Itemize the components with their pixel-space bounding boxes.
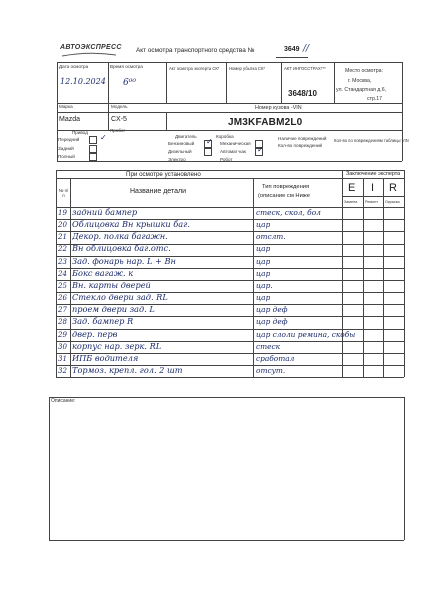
col-e-header: E [348, 182, 356, 194]
table-row-divider [56, 377, 404, 378]
row-damage-type: цар. [256, 280, 273, 290]
row-number: 27 [58, 306, 67, 315]
col-part-header: Название детали [130, 188, 186, 195]
row-part-name: Стекло двери зад. RL [72, 293, 168, 303]
model-label: Модель [111, 104, 128, 109]
established-label: При осмотре установлено [126, 171, 201, 178]
row-part-name: Зад. фонарь нар. L + Вн [72, 256, 176, 266]
col-damage-header-line2: (описание см Ниже [258, 193, 310, 199]
row-part-name: Декор. полка багажн. [72, 232, 168, 242]
row-number: 23 [58, 257, 67, 266]
row-part-name: Облицовка Вн крышки баг. [72, 220, 190, 230]
row-number: 31 [58, 354, 67, 363]
act-number-underline [276, 57, 308, 58]
expert-sk-label: Акт осмотра эксперта СК* [169, 66, 220, 71]
row-damage-type: стеск [256, 341, 281, 351]
table-row [56, 316, 404, 328]
row-number: 32 [58, 367, 67, 375]
date-label: Дата осмотра [59, 64, 89, 69]
drive-rear-checkbox[interactable] [89, 145, 97, 153]
ingosstrakh-value: 3648/10 [288, 89, 317, 98]
row-number: 19 [58, 209, 67, 217]
row-number: 30 [58, 342, 67, 351]
engine-petrol-check-mark: ✓ [206, 137, 213, 146]
logo-text: АВТОЭКСПРЕСС [60, 44, 122, 51]
row-damage-type: цар [256, 220, 271, 230]
table-row [56, 231, 404, 243]
company-logo [60, 44, 122, 58]
vin-value: JM3KFABM2L0 [228, 117, 303, 128]
row-damage-type: сработал [256, 353, 295, 363]
row-number: 21 [58, 233, 67, 242]
place-line2: ул. Стандартная д.6, [336, 87, 387, 93]
row-part-name: ИПБ водителя [72, 353, 139, 363]
col-i-header: I [371, 182, 375, 194]
gearbox-option-manual: Механическая [220, 141, 251, 146]
act-number: 3649 [284, 46, 300, 53]
row-part-name: корпус нар. зерк. RL [72, 341, 162, 351]
mileage-label: Пробег [110, 128, 126, 133]
col-r-sub: Окраска [385, 200, 400, 204]
drive-option-awd: Полный [58, 154, 75, 159]
drive-front-checkbox[interactable] [89, 136, 97, 144]
ingosstrakh-label: АКТ ИНГОССТРАХ*** [284, 66, 326, 71]
col-damage-header-line1: Тип повреждения [262, 184, 310, 190]
row-part-name: Вн облицовка баг.отс. [72, 244, 171, 254]
gearbox-option-auto: Автомат-как [220, 149, 246, 154]
logo-swoosh-icon [60, 52, 118, 58]
row-part-name: Вн. карты дверей [72, 280, 151, 290]
notes-label: Описание: [51, 398, 76, 404]
drive-label: Привод [72, 130, 88, 135]
table-row [56, 243, 404, 255]
row-number: 25 [58, 281, 67, 290]
row-part-name: Тормоз. крепл. гол. 2 шт [72, 366, 183, 375]
row-number: 26 [58, 294, 67, 303]
drive-option-front: Передний [58, 137, 80, 142]
engine-option-electric: Электро [168, 157, 186, 162]
col-e-sub: Замена [344, 200, 358, 204]
table-row [56, 304, 404, 316]
row-damage-type: цар [256, 293, 271, 303]
gearbox-label: Коробка [216, 134, 234, 139]
row-number: 29 [58, 330, 67, 339]
row-damage-type: отслт. [256, 232, 286, 242]
act-number-mark: // [303, 44, 310, 54]
place-label: Место осмотра: [345, 68, 383, 74]
col-number-header: № п/п [58, 188, 69, 198]
row-number: 24 [58, 269, 67, 278]
row-damage-type: цар [256, 244, 271, 254]
row-damage-type: отсут. [256, 366, 286, 375]
gearbox-auto-check-mark: ✓ [257, 145, 264, 154]
table-row [56, 329, 404, 341]
table-row [56, 207, 404, 219]
col-r-header: R [389, 182, 397, 194]
row-number: 22 [58, 245, 67, 254]
gearbox-option-robot: Робот [220, 157, 233, 162]
engine-diesel-checkbox[interactable] [204, 148, 212, 156]
table-row [56, 268, 404, 280]
row-damage-type: стеск, скол, бол [256, 208, 321, 217]
act-title: Акт осмотра транспортного средства № [136, 47, 255, 54]
place-line3: стр.17 [367, 96, 383, 102]
row-part-name: Зад. бампер R [72, 317, 134, 327]
pre-damage-label: Наличие повреждений [278, 136, 327, 141]
drive-awd-checkbox[interactable] [89, 153, 97, 161]
row-damage-type: цар [256, 268, 271, 278]
table-row [56, 292, 404, 304]
make-value: Mazda [59, 116, 81, 123]
pre-damage-sub: Кол-во повреждений [278, 143, 323, 148]
vin-label: Номер кузова -VIN [255, 105, 302, 111]
row-number: 20 [58, 221, 67, 230]
place-line1: г. Москва, [348, 78, 372, 84]
table-row [56, 341, 404, 353]
make-label: Марка [59, 104, 73, 109]
vin-note-label: Кол-во по повреждениям таблицы VIN [334, 138, 409, 143]
row-damage-type: цар деф [256, 317, 288, 327]
table-row [56, 280, 404, 292]
time-label: Время осмотра [110, 64, 143, 69]
table-row [56, 256, 404, 268]
drive-option-rear: Задний [58, 146, 74, 151]
drive-front-check-mark: ✓ [100, 133, 107, 142]
table-row [56, 365, 404, 377]
model-value: CX-5 [111, 116, 127, 123]
conclusion-label: Заключение эксперта [346, 171, 401, 177]
col-i-sub: Ремонт [365, 200, 379, 204]
time-value: 6⁰⁰ [123, 78, 136, 88]
engine-label: Двигатель [175, 134, 197, 139]
table-row [56, 219, 404, 231]
row-part-name: Бокс вагаж. к [72, 268, 134, 278]
row-damage-type: цар [256, 256, 271, 266]
engine-option-diesel: Дизельный [168, 149, 192, 154]
row-damage-type: цар деф [256, 305, 288, 315]
row-damage-type: цар слоли ремина, скобы [256, 329, 356, 339]
row-part-name: двер. перв [72, 329, 118, 339]
engine-option-petrol: Бензиновый [168, 141, 195, 146]
row-part-name: задний бампер [72, 208, 138, 217]
loss-number-label: Номер убытка СК* [229, 66, 266, 71]
date-value: 12.10.2024 [60, 77, 106, 86]
row-number: 28 [58, 318, 67, 327]
row-part-name: проем двери зад. L [72, 305, 155, 315]
table-row [56, 353, 404, 365]
